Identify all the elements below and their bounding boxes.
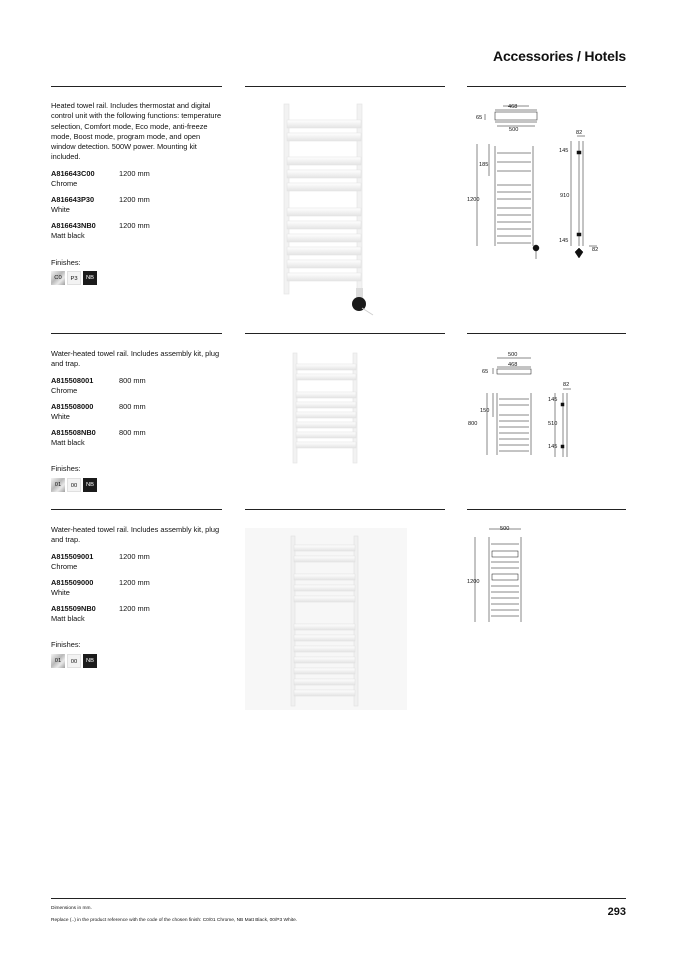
section-2-description: Water-heated towel rail. Includes assembly kit, plug and trap. [51,349,220,369]
section-1-rule-left [51,86,222,87]
finish-swatches [51,271,97,285]
dim-height: 1200 [467,197,480,203]
product-code: A816643C00 [51,169,95,178]
section-1-rule-mid [245,86,445,87]
dim-side-top: 145 [559,148,569,154]
dim-side-bottom: 145 [559,238,569,244]
dim-overall-width: 500 [509,127,519,133]
product-finish: Chrome [51,178,78,188]
product-finish: White [51,411,70,421]
product-code: A815509NB0 [51,604,96,613]
product-size: 800 mm [119,428,146,437]
section-2-rule-right [467,333,626,334]
section-3-rule-right [467,509,626,510]
product-code: A815509000 [51,578,94,587]
product-photo-towel-rail-800 [288,350,363,465]
finish-swatches [51,654,97,668]
product-size: 1200 mm [119,221,150,230]
finishes-label: Finishes: [51,464,81,473]
replace-note: Replace (..) in the product reference with the code of the chosen finish: C0/01 Chrome, NB Matt Black, 00/P3 White. [51,918,298,923]
dim-height: 1200 [467,579,480,585]
section-3-rule-left [51,509,222,510]
dim-height: 800 [468,421,478,427]
product-row [51,604,150,623]
dim-overall-width: 500 [508,352,518,358]
product-finish: White [51,587,70,597]
product-row [51,169,150,188]
section-1-description: Heated towel rail. Includes thermostat and digital control unit with the following functions: temperature selection, Comfort mode, Eco mode, anti-freeze mode, Boost mode, program mode, and open window detection. 500W power. Mounting kit included. [51,101,222,162]
product-row [51,195,150,214]
technical-drawing-1 [467,96,627,266]
product-code: A816643NB0 [51,221,96,230]
finishes-label: Finishes: [51,640,81,649]
dim-top-width: 468 [508,104,518,110]
product-finish: Matt black [51,230,85,240]
dim-side-depth: 82 [576,130,583,136]
product-code: A815509001 [51,552,94,561]
product-size: 1200 mm [119,195,150,204]
product-row [51,578,150,597]
product-finish: Chrome [51,385,78,395]
product-code: A815508001 [51,376,94,385]
product-size: 800 mm [119,376,146,385]
product-size: 1200 mm [119,604,150,613]
dim-side-span: 510 [548,421,558,427]
dim-top-gap: 185 [479,162,489,168]
section-3-description: Water-heated towel rail. Includes assembly kit, plug and trap. [51,525,220,545]
page-title: Accessories / Hotels [493,48,626,64]
section-1-rule-right [467,86,626,87]
product-size: 1200 mm [119,552,150,561]
dim-depth: 65 [482,369,489,375]
product-row [51,552,150,571]
product-size: 1200 mm [119,578,150,587]
section-2-rule-mid [245,333,445,334]
dim-side-bottom: 145 [548,444,558,450]
technical-drawing-3 [467,522,627,632]
finish-swatch-black[interactable]: NB [83,654,97,668]
finish-swatch-chrome[interactable]: C0 [51,271,65,285]
units-note: Dimensions in mm. [51,906,92,911]
product-size: 1200 mm [119,169,150,178]
product-photo-electric-towel-rail [278,100,388,320]
finish-swatch-black[interactable]: NB [83,271,97,285]
product-photo-towel-rail-1200 [245,528,407,710]
dim-top-width: 468 [508,362,518,368]
product-code: A816643P30 [51,195,95,204]
product-finish: Matt black [51,437,85,447]
footer-rule [51,898,626,899]
finishes-label: Finishes: [51,258,81,267]
product-code: A815508000 [51,402,94,411]
product-finish: Chrome [51,561,78,571]
page-number: 293 [607,906,626,918]
finish-swatch-black[interactable]: NB [83,478,97,492]
finish-swatch-chrome[interactable]: 01 [51,654,65,668]
product-row [51,402,146,421]
technical-drawing-2 [467,345,627,465]
section-3-rule-mid [245,509,445,510]
product-size: 800 mm [119,402,146,411]
finish-swatch-white[interactable]: 00 [67,654,81,668]
dim-top-gap: 150 [480,408,490,414]
dim-overall-width: 500 [500,526,510,532]
product-finish: Matt black [51,613,85,623]
finish-swatch-chrome[interactable]: 01 [51,478,65,492]
section-2-rule-left [51,333,222,334]
dim-side-bottom-depth: 82 [592,247,599,253]
product-code: A815508NB0 [51,428,96,437]
finish-swatches [51,478,97,492]
dim-side-depth: 82 [563,382,570,388]
finish-swatch-white[interactable]: 00 [67,478,81,492]
dim-depth: 65 [476,115,483,121]
product-row [51,428,146,447]
product-row [51,221,150,240]
finish-swatch-white[interactable]: P3 [67,271,81,285]
dim-side-span: 910 [560,193,570,199]
product-row [51,376,146,395]
dim-side-top: 145 [548,397,558,403]
product-finish: White [51,204,70,214]
